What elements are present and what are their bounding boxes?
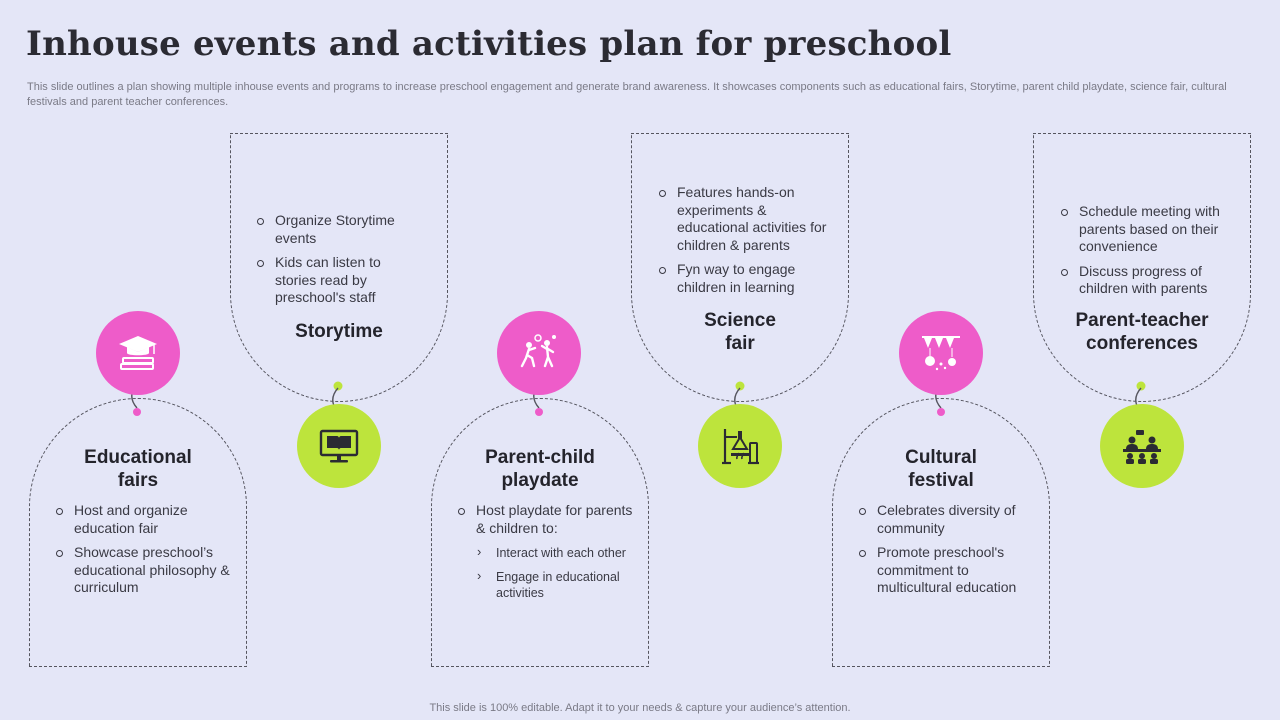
bullet-list: [857, 502, 1027, 604]
card-parent-teacher-conferences: [1033, 133, 1251, 402]
card-cultural-festival: [832, 398, 1050, 667]
list-item: Promote preschool's commitment to multicultural education: [857, 544, 1027, 597]
list-item: Host and organize education fair: [54, 502, 234, 537]
list-item: Showcase preschool’s educational philosophy & curriculum: [54, 544, 234, 597]
list-item: Fyn way to engage children in learning: [657, 261, 827, 296]
card-heading: Storytime: [295, 321, 383, 342]
card-educational-fairs: [29, 398, 247, 667]
sub-list: [476, 545, 634, 601]
science-fair-icon-badge: [698, 404, 782, 488]
bullet-list: [1059, 203, 1231, 305]
kids-playing-icon: [516, 330, 562, 376]
card-parent-child-playdate: [431, 398, 649, 667]
card-heading: Science fair: [704, 310, 776, 354]
graduation-cap-books-icon: [115, 330, 161, 376]
educational-fairs-icon-badge: [96, 311, 180, 395]
bullet-list: [54, 502, 234, 604]
parent-teacher-icon-badge: [1100, 404, 1184, 488]
storytime-icon-badge: [297, 404, 381, 488]
list-item: Discuss progress of children with parents: [1059, 263, 1231, 298]
card-heading: Parent-teacher conferences: [1075, 310, 1209, 354]
meeting-table-icon: [1119, 423, 1165, 469]
page-subtitle: This slide outlines a plan showing multiple inhouse events and programs to increase preschool engagement and generate brand awareness. It showcases components such as educational fairs, Storytime, parent child playdate, science fair, cultural festivals and parent teacher conferences.: [27, 81, 1227, 108]
sub-list-item: › Interact with each other: [476, 545, 634, 561]
page-title: Inhouse events and activities plan for preschool: [26, 24, 952, 64]
festival-bunting-icon: [918, 330, 964, 376]
lab-equipment-icon: [717, 423, 763, 469]
list-item: Celebrates diversity of community: [857, 502, 1027, 537]
bullet-list: [456, 502, 634, 609]
bullet-list: [657, 184, 827, 303]
card-heading: Cultural festival: [905, 447, 977, 491]
list-item: Host playdate for parents & children to: › Interact with each other › Engage in educational activities: [456, 502, 634, 601]
card-science-fair: [631, 133, 849, 402]
bullet-list: [255, 212, 425, 314]
list-item: Schedule meeting with parents based on their convenience: [1059, 203, 1231, 256]
card-heading: Educational fairs: [84, 447, 192, 491]
cultural-festival-icon-badge: [899, 311, 983, 395]
sub-list-item: › Engage in educational activities: [476, 569, 634, 601]
list-item: Features hands-on experiments & educational activities for children & parents: [657, 184, 827, 254]
list-item: Kids can listen to stories read by preschool's staff: [255, 254, 425, 307]
list-item: Organize Storytime events: [255, 212, 425, 247]
card-heading: Parent-child playdate: [485, 447, 595, 491]
card-storytime: [230, 133, 448, 402]
monitor-book-icon: [316, 423, 362, 469]
playdate-icon-badge: [497, 311, 581, 395]
footer-note: This slide is 100% editable. Adapt it to your needs & capture your audience’s attention.: [429, 702, 851, 714]
